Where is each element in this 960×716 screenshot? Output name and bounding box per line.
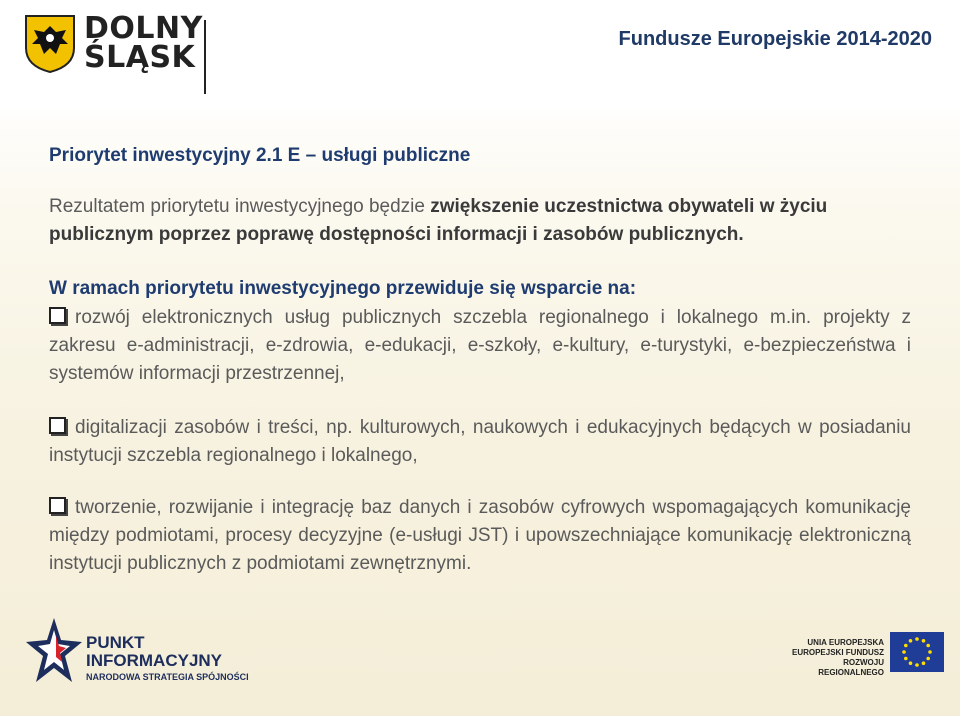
eu-logo-text: UNIA EUROPEJSKA EUROPEJSKI FUNDUSZ ROZWOJU REGIONALNEGO bbox=[791, 638, 884, 677]
list-item-text: rozwój elektronicznych usług publicznych szczebla regionalnego i lokalnego m.in. projekty z zakresu e-administracji, e-zdrowia, e-edukacji, e-szkoły, e-kultury, e-turystyki, e-bezpieczeństwa i systemów informacji przestrzennej, bbox=[49, 307, 911, 384]
punkt-informacyjny-subtitle: NARODOWA STRATEGIA SPÓJNOŚCI bbox=[86, 672, 249, 682]
list-item-text: tworzenie, rozwijanie i integrację baz danych i zasobów cyfrowych wspomagających komunikację między podmiotami, procesy decyzyjne (e-usługi JST) i upowszechniające komunikację elektroniczną instytucji publicznych z podmiotami zewnętrznymi. bbox=[49, 497, 911, 574]
support-lead: W ramach priorytetu inwestycyjnego przewiduje się wsparcie na: bbox=[49, 278, 637, 299]
logo-divider bbox=[204, 20, 206, 94]
eu-flag-icon bbox=[890, 632, 944, 672]
list-item bbox=[49, 304, 911, 388]
star-logo-icon bbox=[26, 616, 82, 686]
coat-of-arms-icon bbox=[24, 14, 76, 74]
list-item bbox=[49, 414, 911, 470]
checkbox-bullet-icon bbox=[49, 307, 66, 324]
main-content bbox=[49, 145, 911, 602]
intro-paragraph bbox=[49, 193, 911, 249]
checkbox-bullet-icon bbox=[49, 497, 66, 514]
logo-wordmark: DOLNY ŚLĄSK bbox=[84, 11, 203, 75]
list-item-text: digitalizacji zasobów i treści, np. kulturowych, naukowych i edukacyjnych będących w posiadaniu instytucji szczebla regionalnego i lokalnego, bbox=[49, 417, 911, 466]
program-title: Fundusze Europejskie 2014-2020 bbox=[618, 28, 932, 50]
intro-plain: Rezultatem priorytetu inwestycyjnego będzie bbox=[49, 196, 431, 217]
punkt-informacyjny-logo bbox=[26, 616, 249, 696]
header bbox=[0, 0, 960, 110]
punkt-informacyjny-title: PUNKT INFORMACYJNY bbox=[86, 633, 223, 670]
list-item bbox=[49, 494, 911, 578]
eu-logo bbox=[780, 632, 944, 678]
intro-bold: zwiększenie uczestnictwa obywateli w życiu publicznym poprzez poprawę dostępności informacji i zasobów publicznych. bbox=[49, 196, 828, 245]
checkbox-bullet-icon bbox=[49, 417, 66, 434]
section-title: Priorytet inwestycyjny 2.1 E – usługi publiczne bbox=[49, 145, 471, 166]
